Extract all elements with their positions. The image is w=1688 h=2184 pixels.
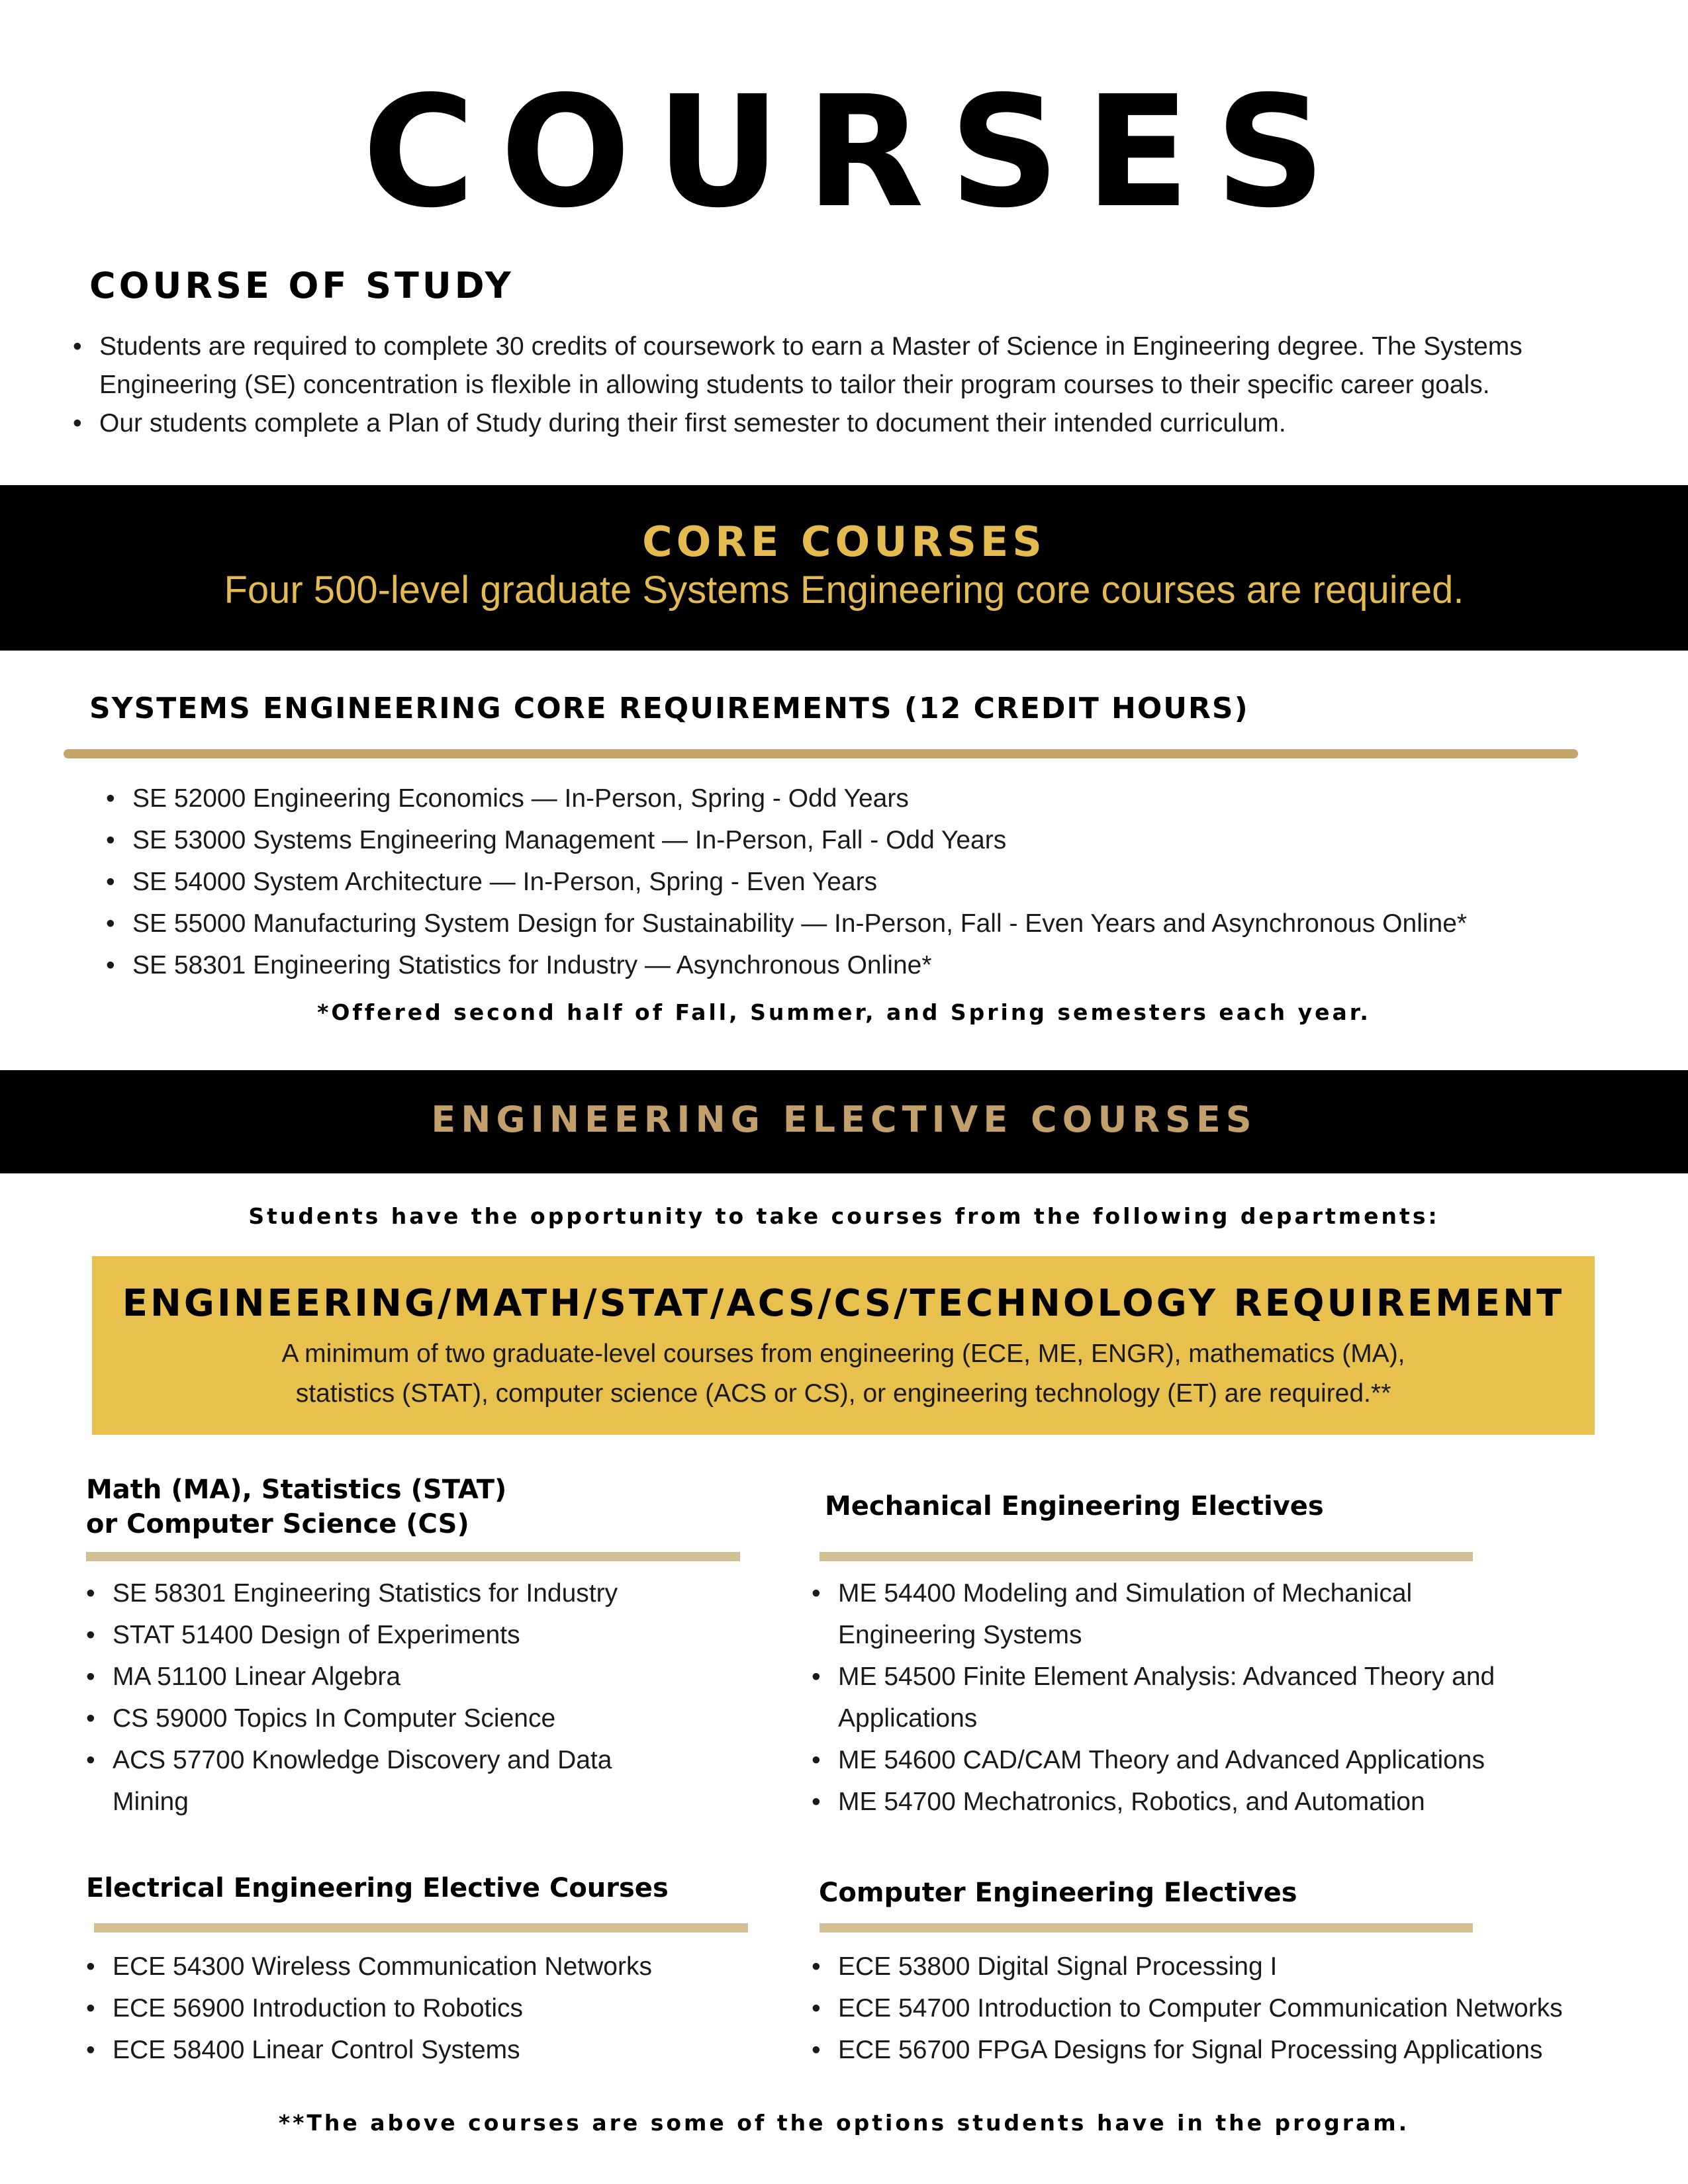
core-courses-subtitle: Four 500-level graduate Systems Engineering core courses are required. <box>224 569 1464 612</box>
core-footnote: *Offered second half of Fall, Summer, and Spring semesters each year. <box>317 999 1371 1025</box>
heading-line: or Computer Science (CS) <box>86 1509 469 1539</box>
page-title: COURSES <box>362 63 1351 242</box>
bottom-footnote: **The above courses are some of the options students have in the program. <box>278 2110 1410 2136</box>
requirement-line: A minimum of two graduate-level courses from engineering (ECE, ME, ENGR), mathematics (MA), <box>281 1340 1405 1368</box>
list-item: • Our students complete a Plan of Study during their first semester to document their intended curriculum. <box>73 404 1628 443</box>
electrical-electives-list <box>86 1946 748 2071</box>
list-item: • ME 54500 Finite Element Analysis: Advanced Theory and Applications <box>812 1656 1566 1739</box>
divider <box>86 1552 740 1561</box>
list-item: • STAT 51400 Design of Experiments <box>86 1614 748 1656</box>
list-item: • ECE 56900 Introduction to Robotics <box>86 1987 748 2029</box>
list-item: • MA 51100 Linear Algebra <box>86 1656 748 1698</box>
list-item: • ACS 57700 Knowledge Discovery and Data Mining <box>86 1739 616 1823</box>
list-item: • SE 54000 System Architecture — In-Person, Spring - Even Years <box>106 861 1628 903</box>
heading-line: Math (MA), Statistics (STAT) <box>86 1475 507 1505</box>
course-of-study-list <box>73 328 1628 443</box>
list-item: • ME 54400 Modeling and Simulation of Mechanical Engineering Systems <box>812 1572 1500 1656</box>
list-item: • SE 52000 Engineering Economics — In-Person, Spring - Odd Years <box>106 778 1628 819</box>
requirement-box-title: ENGINEERING/MATH/STAT/ACS/CS/TECHNOLOGY REQUIREMENT <box>122 1282 1565 1325</box>
list-item: • ME 54700 Mechatronics, Robotics, and Automation <box>812 1781 1573 1823</box>
elective-intro: Students have the opportunity to take courses from the following departments: <box>248 1203 1440 1229</box>
list-item: • ECE 58400 Linear Control Systems <box>86 2029 748 2071</box>
mechanical-electives-list <box>812 1572 1573 1823</box>
list-item: • SE 58301 Engineering Statistics for Industry <box>86 1572 748 1614</box>
divider <box>820 1923 1473 1933</box>
math-electives-heading <box>86 1473 506 1541</box>
list-item: • ECE 54300 Wireless Communication Networks <box>86 1946 748 1987</box>
requirement-line: statistics (STAT), computer science (ACS or CS), or engineering technology (ET) are required.** <box>295 1379 1391 1408</box>
core-courses-title: CORE COURSES <box>642 518 1046 566</box>
list-item: • ECE 53800 Digital Signal Processing I <box>812 1946 1672 1987</box>
list-item: • SE 53000 Systems Engineering Management — In-Person, Fall - Odd Years <box>106 819 1628 861</box>
core-requirements-heading: SYSTEMS ENGINEERING CORE REQUIREMENTS (12 CREDIT HOURS) <box>89 692 1249 725</box>
computer-electives-heading: Computer Engineering Electives <box>819 1878 1297 1908</box>
core-course-list <box>106 778 1628 986</box>
electrical-electives-heading: Electrical Engineering Elective Courses <box>86 1873 669 1903</box>
course-of-study-heading: COURSE OF STUDY <box>89 265 514 306</box>
divider <box>64 749 1578 758</box>
divider <box>820 1552 1473 1561</box>
elective-courses-title: ENGINEERING ELECTIVE COURSES <box>431 1099 1257 1140</box>
mechanical-electives-heading: Mechanical Engineering Electives <box>825 1491 1324 1522</box>
list-item: • CS 59000 Topics In Computer Science <box>86 1698 748 1739</box>
list-item: • SE 55000 Manufacturing System Design for Sustainability — In-Person, Fall - Even Years and Asynchronous Online* <box>106 903 1628 944</box>
list-item: • ECE 54700 Introduction to Computer Communication Networks <box>812 1987 1672 2029</box>
list-item: • ECE 56700 FPGA Designs for Signal Processing Applications <box>812 2029 1672 2071</box>
requirement-box-text <box>92 1334 1595 1414</box>
list-item: • ME 54600 CAD/CAM Theory and Advanced Applications <box>812 1739 1573 1781</box>
math-electives-list <box>86 1572 748 1823</box>
computer-electives-list <box>812 1946 1672 2071</box>
list-item: • Students are required to complete 30 credits of coursework to earn a Master of Science in Engineering degree. The Systems Engineering (SE) concentration is flexible in allowing students to tailor their program courses to their specific career goals. <box>73 328 1628 404</box>
divider <box>94 1923 748 1933</box>
list-item: • SE 58301 Engineering Statistics for Industry — Asynchronous Online* <box>106 944 1628 986</box>
